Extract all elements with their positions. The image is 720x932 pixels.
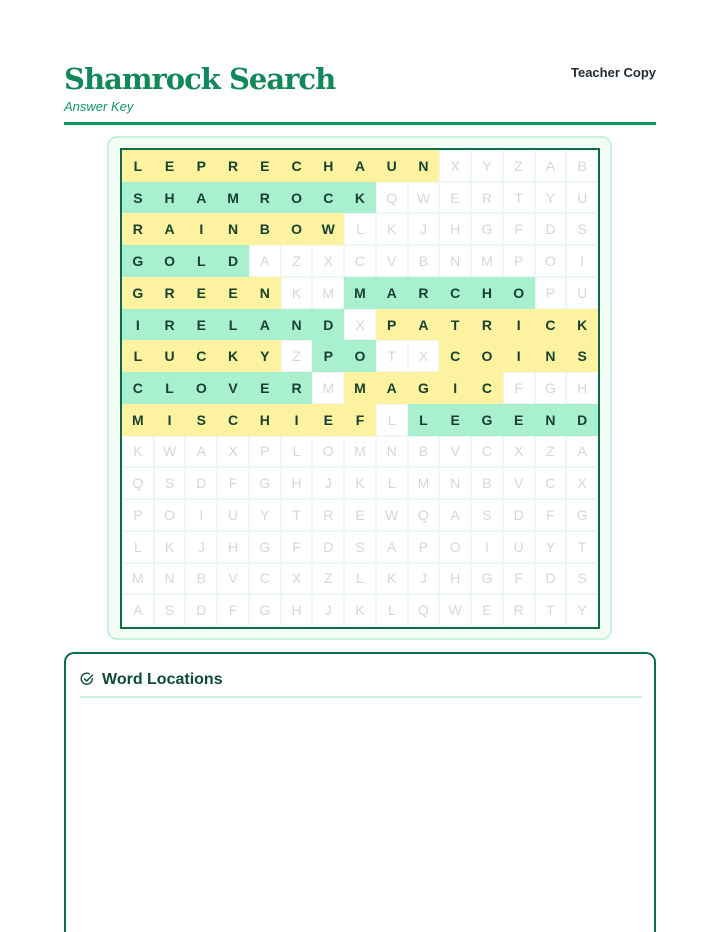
grid-cell: Q <box>122 467 154 499</box>
grid-cell: L <box>281 436 313 468</box>
grid-cell: C <box>217 404 249 436</box>
grid-cell: A <box>535 150 567 182</box>
grid-cell: U <box>566 182 598 214</box>
grid-cell: K <box>566 309 598 341</box>
grid-cell: K <box>154 531 186 563</box>
grid-cell: E <box>154 150 186 182</box>
grid-cell: T <box>566 531 598 563</box>
grid-cell: A <box>122 594 154 626</box>
grid-cell: G <box>122 245 154 277</box>
word-locations-divider <box>80 696 642 698</box>
grid-cell: R <box>281 372 313 404</box>
grid-cell: K <box>376 563 408 595</box>
grid-cell: W <box>408 182 440 214</box>
grid-cell: X <box>344 309 376 341</box>
grid-cell: L <box>376 594 408 626</box>
grid-cell: S <box>185 404 217 436</box>
grid-cell: I <box>281 404 313 436</box>
grid-cell: I <box>122 309 154 341</box>
grid-cell: Q <box>376 182 408 214</box>
grid-cell: A <box>344 150 376 182</box>
grid-cell: I <box>566 245 598 277</box>
grid-cell: F <box>217 594 249 626</box>
grid-cell: A <box>566 436 598 468</box>
header-divider <box>64 122 656 125</box>
grid-cell: U <box>154 340 186 372</box>
grid-cell: H <box>281 467 313 499</box>
grid-cell: J <box>408 213 440 245</box>
grid-cell: G <box>122 277 154 309</box>
grid-cell: T <box>281 499 313 531</box>
grid-cell: Z <box>281 245 313 277</box>
grid-cell: I <box>503 340 535 372</box>
grid-cell: F <box>503 372 535 404</box>
grid-cell: K <box>217 340 249 372</box>
grid-cell: O <box>281 213 313 245</box>
grid-cell: V <box>439 436 471 468</box>
grid-cell: A <box>376 277 408 309</box>
grid-cell: G <box>249 467 281 499</box>
grid-cell: Y <box>249 340 281 372</box>
grid-cell: D <box>535 563 567 595</box>
grid-cell: W <box>376 499 408 531</box>
grid-cell: L <box>122 531 154 563</box>
grid-cell: A <box>185 182 217 214</box>
grid-cell: N <box>376 436 408 468</box>
grid-cell: C <box>122 372 154 404</box>
grid-cell: G <box>471 404 503 436</box>
grid-cell: H <box>249 404 281 436</box>
grid-cell: S <box>566 213 598 245</box>
grid-cell: N <box>249 277 281 309</box>
grid-cell: O <box>503 277 535 309</box>
grid-cell: X <box>566 467 598 499</box>
grid-cell: R <box>471 309 503 341</box>
grid-cell: U <box>217 499 249 531</box>
grid-cell: M <box>217 182 249 214</box>
grid-cell: S <box>471 499 503 531</box>
grid-cell: O <box>154 245 186 277</box>
grid-cell: G <box>471 563 503 595</box>
grid-cell: E <box>312 404 344 436</box>
grid-cell: G <box>471 213 503 245</box>
grid-cell: R <box>154 277 186 309</box>
grid-cell: S <box>566 340 598 372</box>
grid-cell: H <box>312 150 344 182</box>
grid-cell: F <box>503 213 535 245</box>
grid-cell: D <box>185 467 217 499</box>
grid-cell: B <box>249 213 281 245</box>
grid-cell: Z <box>281 340 313 372</box>
grid-cell: R <box>503 594 535 626</box>
grid-cell: O <box>281 182 313 214</box>
grid-cell: O <box>471 340 503 372</box>
grid-cell: T <box>503 182 535 214</box>
grid-cell: N <box>217 213 249 245</box>
grid-cell: L <box>185 245 217 277</box>
grid-cell: C <box>471 436 503 468</box>
grid-cell: J <box>312 594 344 626</box>
grid-cell: V <box>217 372 249 404</box>
grid-cell: W <box>154 436 186 468</box>
grid-cell: I <box>471 531 503 563</box>
grid-cell: J <box>185 531 217 563</box>
grid-cell: T <box>376 340 408 372</box>
grid-cell: F <box>281 531 313 563</box>
grid-cell: H <box>439 563 471 595</box>
grid-cell: K <box>122 436 154 468</box>
grid-cell: M <box>122 563 154 595</box>
grid-cell: L <box>344 563 376 595</box>
word-locations-title: Word Locations <box>102 671 223 688</box>
grid-cell: B <box>408 245 440 277</box>
grid-cell: M <box>471 245 503 277</box>
grid-cell: U <box>566 277 598 309</box>
grid-cell: M <box>312 277 344 309</box>
grid-cell: C <box>249 563 281 595</box>
grid-cell: N <box>535 404 567 436</box>
grid-cell: C <box>439 340 471 372</box>
grid-cell: S <box>154 594 186 626</box>
grid-cell: Q <box>408 594 440 626</box>
grid-cell: T <box>535 594 567 626</box>
grid-cell: R <box>312 499 344 531</box>
grid-cell: D <box>312 531 344 563</box>
grid-cell: E <box>217 277 249 309</box>
grid-cell: G <box>535 372 567 404</box>
grid-cell: A <box>439 499 471 531</box>
page-title: Shamrock Search <box>64 62 336 96</box>
grid-cell: D <box>185 594 217 626</box>
grid-cell: I <box>185 499 217 531</box>
grid-cell: R <box>471 182 503 214</box>
grid-cell: I <box>439 372 471 404</box>
grid-cell: K <box>344 594 376 626</box>
grid-cell: M <box>312 372 344 404</box>
grid-cell: P <box>376 309 408 341</box>
grid-cell: R <box>408 277 440 309</box>
grid-cell: C <box>439 277 471 309</box>
grid-cell: L <box>122 150 154 182</box>
grid-cell: U <box>376 150 408 182</box>
grid-cell: U <box>503 531 535 563</box>
grid-cell: V <box>217 563 249 595</box>
grid-cell: B <box>185 563 217 595</box>
grid-cell: E <box>249 150 281 182</box>
grid-cell: F <box>217 467 249 499</box>
grid-cell: W <box>439 594 471 626</box>
grid-cell: H <box>566 372 598 404</box>
grid-cell: T <box>439 309 471 341</box>
grid-cell: N <box>535 340 567 372</box>
grid-cell: P <box>503 245 535 277</box>
grid-cell: O <box>344 340 376 372</box>
grid-cell: A <box>376 531 408 563</box>
grid-cell: C <box>535 309 567 341</box>
grid-cell: B <box>471 467 503 499</box>
grid-cell: P <box>312 340 344 372</box>
grid-cell: L <box>217 309 249 341</box>
grid-cell: B <box>408 436 440 468</box>
grid-cell: H <box>281 594 313 626</box>
grid-cell: H <box>154 182 186 214</box>
grid-cell: X <box>439 150 471 182</box>
page-header <box>64 62 656 124</box>
grid-cell: L <box>408 404 440 436</box>
grid-cell: L <box>376 467 408 499</box>
grid-cell: Z <box>503 150 535 182</box>
grid-cell: R <box>249 182 281 214</box>
grid-cell: H <box>471 277 503 309</box>
grid-cell: E <box>344 499 376 531</box>
grid-cell: R <box>154 309 186 341</box>
grid-cell: X <box>312 245 344 277</box>
grid-cell: O <box>312 436 344 468</box>
grid-cell: S <box>344 531 376 563</box>
grid-cell: G <box>249 531 281 563</box>
grid-cell: Z <box>312 563 344 595</box>
page-subtitle: Answer Key <box>64 99 134 114</box>
grid-cell: R <box>217 150 249 182</box>
grid-cell: F <box>503 563 535 595</box>
grid-cell: M <box>408 467 440 499</box>
grid-cell: G <box>249 594 281 626</box>
grid-cell: K <box>344 467 376 499</box>
grid-cell: Y <box>566 594 598 626</box>
grid-cell: C <box>281 150 313 182</box>
grid-cell: N <box>281 309 313 341</box>
grid-cell: Y <box>535 531 567 563</box>
copy-label: Teacher Copy <box>570 65 656 80</box>
grid-cell: G <box>408 372 440 404</box>
grid-cell: L <box>344 213 376 245</box>
grid-cell: Y <box>535 182 567 214</box>
grid-cell: X <box>408 340 440 372</box>
grid-cell: P <box>185 150 217 182</box>
grid-cell: C <box>344 245 376 277</box>
grid-cell: K <box>344 182 376 214</box>
grid-cell: L <box>122 340 154 372</box>
grid-cell: D <box>566 404 598 436</box>
grid-cell: Q <box>408 499 440 531</box>
grid-cell: O <box>439 531 471 563</box>
grid-cell: S <box>154 467 186 499</box>
grid-cell: A <box>408 309 440 341</box>
grid-cell: B <box>566 150 598 182</box>
puzzle-grid <box>120 148 600 629</box>
grid-cell: N <box>408 150 440 182</box>
grid-cell: K <box>376 213 408 245</box>
grid-cell: D <box>217 245 249 277</box>
grid-cell: E <box>185 309 217 341</box>
grid-cell: Y <box>249 499 281 531</box>
grid-cell: J <box>312 467 344 499</box>
grid-cell: P <box>249 436 281 468</box>
word-locations-panel <box>64 652 656 932</box>
grid-cell: V <box>503 467 535 499</box>
grid-cell: E <box>439 182 471 214</box>
grid-cell: R <box>122 213 154 245</box>
grid-cell: P <box>408 531 440 563</box>
grid-cell: M <box>344 436 376 468</box>
grid-cell: M <box>122 404 154 436</box>
grid-cell: W <box>312 213 344 245</box>
grid-cell: A <box>185 436 217 468</box>
grid-cell: J <box>408 563 440 595</box>
check-circle-icon <box>80 672 94 686</box>
grid-cell: F <box>535 499 567 531</box>
grid-cell: I <box>185 213 217 245</box>
grid-cell: C <box>312 182 344 214</box>
grid-cell: I <box>154 404 186 436</box>
grid-cell: X <box>281 563 313 595</box>
grid-cell: D <box>503 499 535 531</box>
grid-cell: N <box>154 563 186 595</box>
grid-cell: A <box>249 309 281 341</box>
grid-cell: C <box>185 340 217 372</box>
grid-cell: S <box>122 182 154 214</box>
grid-cell: Z <box>535 436 567 468</box>
grid-cell: M <box>344 372 376 404</box>
grid-cell: Y <box>471 150 503 182</box>
grid-cell: F <box>344 404 376 436</box>
grid-cell: L <box>376 404 408 436</box>
grid-cell: E <box>249 372 281 404</box>
grid-cell: G <box>566 499 598 531</box>
grid-cell: K <box>281 277 313 309</box>
grid-cell: P <box>122 499 154 531</box>
grid-cell: O <box>185 372 217 404</box>
grid-cell: D <box>535 213 567 245</box>
grid-cell: E <box>503 404 535 436</box>
grid-cell: P <box>535 277 567 309</box>
grid-cell: A <box>376 372 408 404</box>
grid-cell: V <box>376 245 408 277</box>
grid-cell: E <box>471 594 503 626</box>
grid-cell: L <box>154 372 186 404</box>
grid-cell: A <box>249 245 281 277</box>
grid-cell: O <box>154 499 186 531</box>
grid-cell: E <box>439 404 471 436</box>
grid-cell: I <box>503 309 535 341</box>
grid-cell: S <box>566 563 598 595</box>
grid-cell: A <box>154 213 186 245</box>
grid-cell: N <box>439 467 471 499</box>
grid-cell: H <box>439 213 471 245</box>
grid-cell: E <box>185 277 217 309</box>
grid-cell: C <box>535 467 567 499</box>
grid-cell: X <box>503 436 535 468</box>
grid-cell: O <box>535 245 567 277</box>
grid-cell: N <box>439 245 471 277</box>
grid-cell: X <box>217 436 249 468</box>
grid-cell: D <box>312 309 344 341</box>
grid-cell: M <box>344 277 376 309</box>
grid-cell: C <box>471 372 503 404</box>
grid-cell: H <box>217 531 249 563</box>
